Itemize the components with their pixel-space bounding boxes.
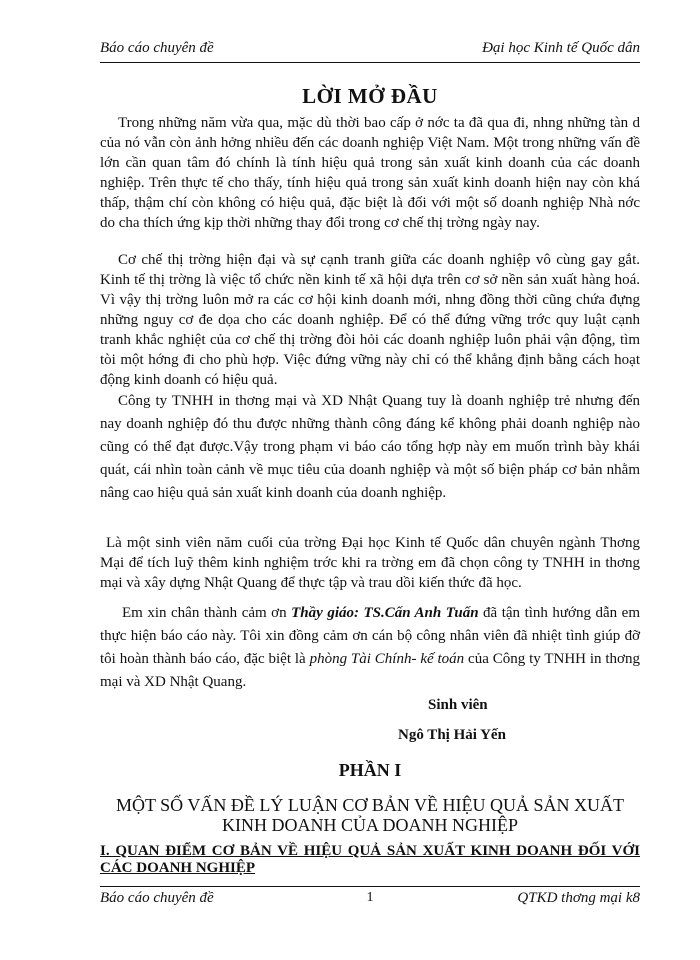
- footer-left-text: Báo cáo chuyên đề: [100, 890, 214, 906]
- page-header: [100, 40, 640, 60]
- intro-paragraph-5: [100, 602, 640, 694]
- teacher-name: Thầy giáo: TS.Cấn Anh Tuấn: [291, 605, 479, 621]
- footer-rule: [100, 886, 640, 887]
- header-rule: [100, 62, 640, 63]
- signature-name: Ngô Thị Hải Yến: [398, 727, 506, 743]
- page-number: 1: [366, 890, 374, 905]
- header-left-text: Báo cáo chuyên đề: [100, 40, 214, 56]
- intro-paragraph-1: Trong những năm vừa qua, mặc dù thời bao cấp ở nớc ta đã qua đi, nhng những tàn d của nó vẫn còn ảnh hởng nhiều đến các doanh nghiệp Việt Nam. Một trong những vấn đề lớn cần quan tâm đó chính là tính hiệu quả trong sản xuất kinh doanh của các doanh nghiệp. Trên thực tế cho thấy, tính hiệu quả trong sản xuất kinh doanh hiện nay còn khá thấp, thậm chí còn không có hiệu quả, đặc biệt là đối với một số doanh nghiệp Nhà nớc do cha thích ứng kịp thời những thay đổi trong cơ chế thị trờng ngày nay.: [100, 115, 640, 231]
- part-heading: MỘT SỐ VẤN ĐỀ LÝ LUẬN CƠ BẢN VỀ HIỆU QUẢ SẢN XUẤT KINH DOANH CỦA DOANH NGHIỆP: [116, 795, 624, 835]
- department-name: phòng Tài Chính- kế toán: [309, 651, 465, 667]
- intro-paragraph-4: Là một sinh viên năm cuối của trờng Đại học Kinh tế Quốc dân chuyên ngành Thơng Mại để tích luỹ thêm kinh nghiệm trớc khi ra trờng em đã chọn công ty TNHH in thơng mại và xây dựng Nhật Quang để thực tập và trau dồi kiến thức đã học.: [100, 535, 640, 591]
- intro-paragraph-2: Cơ chế thị trờng hiện đại và sự cạnh tranh giữa các doanh nghiệp vô cùng gay gắt. Kinh tế thị trờng là việc tổ chức nền kinh tế xã hội dựa trên cơ sở nền sản xuất hàng hoá. Vì vậy thị trờng luôn mở ra các cơ hội kinh doanh mới, nhng đồng thời cũng chứa đựng những nguy cơ đe dọa cho các doanh nghiệp. Để có thể đứng vững trớc quy luật cạnh tranh khắc nghiệt của cơ chế thị trờng đòi hỏi các doanh nghiệp luôn phải vận động, tìm tòi một hớng đi cho phù hợp. Việc đứng vững này chỉ có thể khẳng định bằng cách hoạt động kinh doanh có hiệu quả.: [100, 252, 640, 388]
- thanks-text-middle: đã tận tình hướng dẫn em thực hiện báo cáo này. Tôi xin đồng cảm ơn cán bộ công nhân viên đã nhiệt tình giúp đỡ tôi hoàn thành báo cáo, đặc biệt là: [100, 605, 640, 667]
- thanks-text-start: Em xin chân thành cảm ơn: [122, 605, 292, 621]
- intro-paragraph-3: Công ty TNHH in thơng mại và XD Nhật Quang tuy là doanh nghiệp trẻ nhưng đến nay doanh nghiệp đó thu được những thành công đáng kể không phải doanh nghiệp nào cũng có thể đạt được.Vậy trong phạm vi báo cáo tổng hợp này em muốn trình bày khái quát, cái nhìn toàn cảnh về mục tiêu của doanh nghiệp và một số biện pháp cơ bản nhằm nâng cao hiệu quả sản xuất kinh doanh của doanh nghiệp.: [100, 393, 640, 501]
- thanks-text-end: của Công ty TNHH in thơng mại và XD Nhật Quang.: [100, 651, 640, 690]
- signature-role: Sinh viên: [428, 697, 488, 713]
- document-title: LỜI MỞ ĐẦU: [302, 84, 438, 108]
- section-heading: I. QUAN ĐIỂM CƠ BẢN VỀ HIỆU QUẢ SẢN XUẤT KINH DOANH ĐỐI VỚI CÁC DOANH NGHIỆP: [100, 843, 640, 876]
- footer-right-text: QTKD thơng mại k8: [517, 890, 640, 906]
- header-right-text: Đại học Kinh tế Quốc dân: [482, 40, 640, 56]
- page-footer: [100, 890, 640, 912]
- part-title: PHẦN I: [338, 760, 402, 780]
